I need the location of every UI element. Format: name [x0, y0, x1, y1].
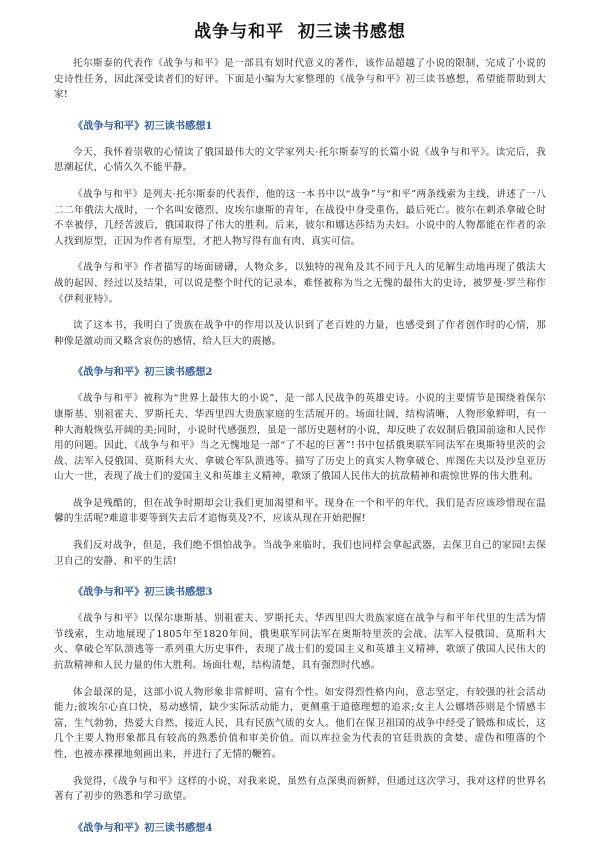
section-2 — [54, 365, 546, 569]
section-heading: 《战争与和平》初三读书感想1 — [73, 119, 213, 132]
paragraph: 体会最深的是，这部小说人物形象非常鲜明、富有个性。如安得烈性格内向，意志坚定，有较强的社会活动能力;彼埃尔心直口快，易动感情，缺少实际活动能力，更侧重于道德理想的追求;女主人公娜塔莎则是个情感丰富，生气勃勃，热爱大自然，接近人民，具有民族气质的女人。他们在保卫祖国的战争中经受了锻炼和成长，这几个主要人物形象都具有较高的熟悉价值和审美价值。而以库拉金为代表的官廷贵族的贪婪、虚伪和堕落的个性，也被赤裸裸地刻画出来，并进行了无情的鞭笞。 — [54, 686, 546, 760]
page-title: 战争与和平 初三读书感想 — [194, 22, 406, 42]
document-body — [54, 56, 546, 836]
paragraph: 《战争与和平》以保尔康斯基、别祖霍夫、罗斯托夫、华西里四大贵族家庭在战争与和平年代里的生活为情节线索，生动地展现了1805年至1820年间，俄奥联军同法军在奥斯特里茨的会战、法军入侵俄国、莫斯科大火、拿破仑军队溃逃等一系列重大历史事件，表现了战士们的爱国主义和英雄主义精神，歌颂了俄国人民伟大的抗敌精神和人民力量的伟大胜利。场面壮观，结构清楚，具有强烈时代感。 — [54, 613, 546, 672]
section-heading: 《战争与和平》初三读书感想4 — [73, 821, 213, 834]
paragraph: 《战争与和平》是列夫·托尔斯泰的代表作，他的这一本书中以“战争”与“和平”两条线索为主线，讲述了一八二二年俄法大战时，一个名叫安德烈、皮埃尔康斯的青年，在战役中身受重伤，最后死亡。彼尔在刺杀拿破仑时不幸被俘，几经苦波后，俄国取得了伟大的胜利。后来，彼尔和娜达莎结为夫妇。小说中的人物都能在作者的亲人找到原型，正因为作者有原型，才把人物写得有血有肉、真实可信。 — [54, 188, 546, 247]
paragraph: 《战争与和平》作者描写的场面磅礴，人物众多，以独特的视角及其不同于凡人的见解生动地再现了俄法大战的起因、经过以及结果，可以说是整个时代的记录本，难怪被称为当之无愧的最伟大的史诗，被罗曼·罗兰称作《伊利亚特》。 — [54, 262, 546, 305]
paragraph: 战争是残酷的，但在战争时期却会让我们更加渴望和平。现身在一个和平的年代，我们是否应该珍惜现在温馨的生活呢?难道非要等到失去后才追悔莫及?不，应该从现在开始把握! — [54, 497, 546, 525]
paragraph: 今天，我怀着崇敬的心情读了俄国最伟大的文学家列夫·托尔斯泰写的长篇小说《战争与和平》。读完后，我思潮起伏，心情久久不能平静。 — [54, 146, 546, 174]
paragraph: 读了这本书，我明白了贵族在战争中的作用以及认识到了老百姓的力量，也感受到了作者创作时的心情，那种像是激动而又略含哀伤的感情，给人巨大的震撼。 — [54, 320, 546, 347]
section-heading: 《战争与和平》初三读书感想2 — [73, 366, 213, 379]
section-heading: 《战争与和平》初三读书感想3 — [73, 586, 213, 599]
paragraph: 《战争与和平》被称为“世界上最伟大的小说”，是一部人民战争的英雄史诗。小说的主要情节是围绕着保尔康斯基、别祖霍夫、罗斯托夫、华西里四大贵族家庭的生活展开的。场面壮阔，结构清晰，人物形象鲜明，有一种大海般恢弘开阔的美;同时，小说时代感强烈，虽是一部历史题材的小说，却反映了农奴制后俄国前途和人民作用的问题。因此，《战争与和平》当之无愧地是一部“了不起的巨著”!书中包括俄奥联军同法军在奥斯特里茨的会战、法军入侵俄国、莫斯科大火、拿破仑军队溃逃等。描写了历史上的真实人物拿破仑、库图佐夫以及沙皇亚历山大一世，表现了战士们的爱国主义和英雄主义精神，歌颂了俄国人民伟大的抗敌精神和震惊世界的伟大胜利。 — [54, 393, 546, 483]
paragraph: 我们反对战争，但是，我们绝不惧怕战争。当战争来临时，我们也同样会拿起武器，去保卫自己的家园!去保卫自己的安静、和平的生活! — [54, 540, 546, 567]
section-1 — [54, 119, 546, 350]
paragraph: 我觉得，《战争与和平》这样的小说，对我来说，虽然有点深奥而新鲜，但通过这次学习，我对这样的世界名著有了初步的熟悉和学习欲望。 — [54, 775, 546, 803]
section-4 — [54, 821, 546, 836]
section-3 — [54, 585, 546, 805]
intro-paragraph: 托尔斯泰的代表作《战争与和平》是一部具有划时代意义的著作，该作品超越了小说的限制，完成了小说的史诗性任务，因此深受读者们的好评。下面是小编为大家整理的《战争与和平》初三读书感想，希望能帮助到大家! — [54, 58, 546, 101]
